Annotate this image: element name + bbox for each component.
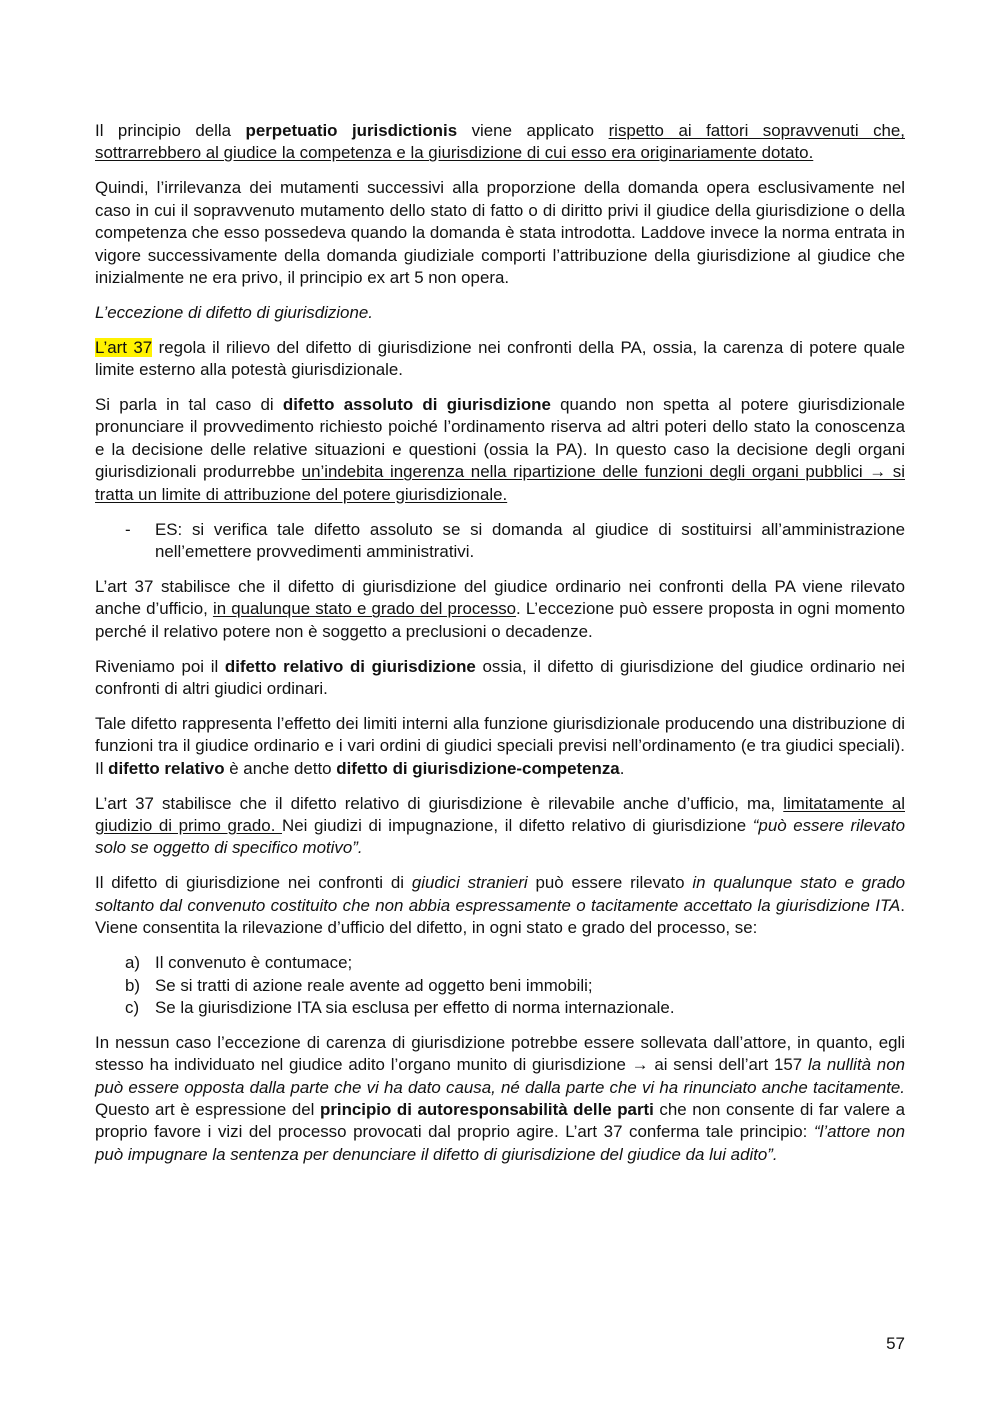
paragraph-irrilevanza: Quindi, l’irrilevanza dei mutamenti successivi alla proporzione della domanda opera esclusivamente nel caso in cui il sopravvenuto mutamento dello stato di fatto o di diritto privi il giudice della giurisdizione o della competenza che esso possedeva quando la domanda è stata introdotta. Laddove invece la norma entrata in vigore successivamente della domanda giudiziale comporti l’attribuzione della giurisdizione al giudice che inizialmente ne era privo, il principio ex art 5 non opera.: [95, 178, 905, 287]
document-body: [95, 120, 905, 1179]
underlined-text: un’indebita ingerenza nella ripartizione delle funzioni degli organi pubblici → si tratta un limite di attribuzione del potere giurisdizionale.: [95, 462, 905, 504]
section-heading: L’eccezione di difetto di giurisdizione.: [95, 302, 373, 322]
paragraph-primo-grado: L’art 37 stabilisce che il difetto relativo di giurisdizione è rilevabile anche d’ufficio, ma, limitatamente al giudizio di primo grado. Nei giudizi di impugnazione, il difetto relativo di giurisdizione “può essere rilevato solo se oggetto di specifico motivo”.: [95, 793, 905, 858]
lettered-list: [95, 952, 905, 1019]
list-item: c) Se la giurisdizione ITA sia esclusa per effetto di norma internazionale.: [125, 997, 675, 1017]
underlined-text: rispetto ai fattori sopravvenuti che, sottrarrebbero al giudice la competenza e la giurisdizione di cui esso era originariamente dotato.: [95, 121, 905, 163]
term-difetto-relativo: difetto relativo di giurisdizione: [224, 656, 476, 676]
paragraph-difetto-relativo: Riveniamo poi il difetto relativo di giurisdizione ossia, il difetto di giurisdizione del giudice ordinario nei confronti di altri giudici ordinari.: [95, 656, 906, 699]
paragraph-rilievo-ufficio: L’art 37 stabilisce che il difetto di giurisdizione del giudice ordinario nei confronti della PA viene rilevato anche d’ufficio, in qualunque stato e grado del processo. L’eccezione può essere proposta in ogni momento perché il relativo potere non è soggetto a preclusioni o decadenze.: [95, 576, 905, 641]
paragraph-perpetuatio: Il principio della perpetuatio jurisdictionis viene applicato rispetto ai fattori sopravvenuti che, sottrarrebbero al giudice la competenza e la giurisdizione di cui esso era originariamente dotato.: [95, 121, 905, 163]
paragraph-art37: L’art 37 regola il rilievo del difetto di giurisdizione nei confronti della PA, ossia, la carenza di potere quale limite esterno alla potestà giurisdizionale.: [95, 337, 905, 380]
bullet-list: [95, 519, 905, 564]
paragraph-giudici-stranieri: Il difetto di giurisdizione nei confronti di giudici stranieri può essere rilevato in qualunque stato e grado soltanto dal convenuto costituito che non abbia espressamente o tacitamente accettato la giurisdizione ITA. Viene consentita la rilevazione d’ufficio del difetto, in ogni stato e grado del processo, se:: [95, 873, 906, 938]
term-perpetuatio: perpetuatio jurisdictionis: [245, 121, 458, 140]
term-difetto-assoluto: difetto assoluto di giurisdizione: [282, 395, 551, 415]
list-item: - ES: si verifica tale difetto assoluto se si domanda al giudice di sostituirsi all’amministrazione nell’emettere provvedimenti amministrativi.: [125, 519, 905, 561]
paragraph-limiti-interni: Tale difetto rappresenta l’effetto dei limiti interni alla funzione giurisdizionale producendo una distribuzione di funzioni tra il giudice ordinario e i vari ordini di giudici speciali previsi nell’ordinamento (e tra giudici speciali). Il difetto relativo è anche detto difetto di giurisdizione-competenza.: [95, 713, 905, 778]
list-item: a) Il convenuto è contumace;: [125, 953, 353, 973]
highlighted-text: L’art 37: [95, 337, 153, 357]
page-number: 57: [886, 1334, 905, 1353]
paragraph-difetto-assoluto: Si parla in tal caso di difetto assoluto di giurisdizione quando non spetta al potere giurisdizionale pronunciare il provvedimento richiesto poiché l’ordinamento riserva ad altri poteri dello stato la conoscenza e la decisione delle relative situazioni e questioni (ossia la PA). In questo caso la decisione degli organi giurisdizionali produrrebbe un’indebita ingerenza nella ripartizione delle funzioni degli organi pubblici → si tratta un limite di attribuzione del potere giurisdizionale.: [95, 395, 905, 504]
underlined-text: in qualunque stato e grado del processo: [212, 599, 517, 619]
term-autoresponsabilita: principio di autoresponsabilità delle parti: [320, 1100, 654, 1120]
list-item: b) Se si tratti di azione reale avente ad oggetto beni immobili;: [125, 975, 593, 995]
dash-marker: -: [125, 519, 131, 539]
underlined-text: limitatamente al giudizio di primo grado.: [95, 793, 905, 836]
paragraph-autoresponsabilita: In nessun caso l’eccezione di carenza di giurisdizione potrebbe essere sollevata dall’attore, in quanto, egli stesso ha individuato nel giudice adito l’organo munito di giurisdizione → ai sensi dell’art 157 la nullità non può essere opposta dalla parte che vi ha dato causa, né dalla parte che vi ha rinunciato anche tacitamente. Questo art è espressione del principio di autoresponsabilità delle parti che non consente di far valere a proprio favore i vizi del processo provocati dal proprio agire. L’art 37 conferma tale principio: “l’attore non può impugnare la sentenza per denunciare il difetto di giurisdizione del giudice da lui adito”.: [95, 1032, 905, 1164]
